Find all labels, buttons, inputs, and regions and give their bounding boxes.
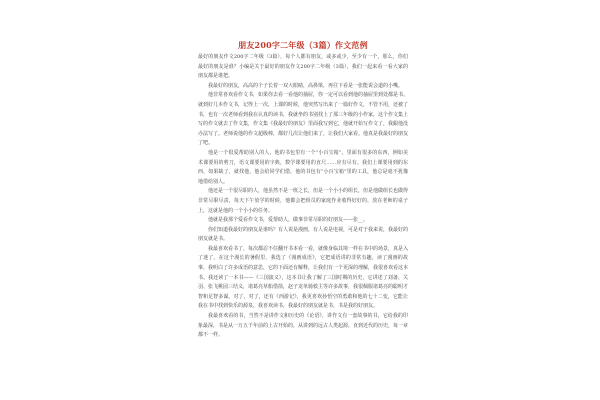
paragraph: 我最喜欢看书了，每次都忍不住翻开书本看一看，就像身临其境一样在书中的场景，真是入了迷了。在这个漫长的暑假里，我选了《漫画成语》，它把成语讲的非常有趣，读了漫画的故事，我明白了许多成语的意思，它的下面还有解释，让我们有一个更深的理解，我很喜欢看这本书。我还读了一本书——《三国演义》，这本书让我了解了三国时期的历史，它讲述了刘备、关羽、张飞桃园三结义，诸葛亮草船借箭，赵子龙单骑救主等许多故事，我很佩服诸葛亮的聪明才智和足智多谋。对了，对了，还有《西游记》，我更喜欢孙悟空的勇敢和他的七十二变，它能让我在书中找到快乐的源泉，我喜欢读书，我最好的朋友就是书，书是我的好朋友。 (198, 245, 409, 310)
paragraph: 他是一个很爱帮助别人的人，他的书包里有一个“小百宝箱”，里面有很多的东西，例如美术课要用的剪刀，语文课要用的字典，数学课要用的直尺……应有尽有。我们上课要用到的东西，如果缺了，就找他，他会给同学们借，他的书包有“小百宝箱”里的工具，他总是毫不犹豫地借给别人。 (198, 149, 408, 185)
paragraph-intro: 最好的朋友作文200字二年级（3篇），每个人都有朋友，或多或少，至少有一个，那么，你们最好的朋友是谁？小编是关于最好的朋友作文200字二年级（3篇），我们一起来看一看大家的朋友都是谁把。 (198, 54, 408, 80)
document (198, 38, 408, 341)
paragraph: 我最好的朋友，高高的个子长着一双大眼睛，高鼻梁，再往下看是一张能说会道的小嘴。 (208, 82, 404, 89)
paragraph: 你们知道我最好的朋友是谁吗？有人说是漫画，有人说是电视，可是对于我来说，我最好的朋友就是书。 (198, 226, 409, 243)
paragraph: 他非常喜欢看作文书，如果你去看一看他的抽屉，你一定可以看到他的抽屉里到处都是书。就到好几本作文书，记得上一次，上课的时候，他突然写出来了一篇好作文，不管不用，还被了书，也有一次老师看到我在认真的读书，我就坐的书别找上了那三年级的小作家，这个作文集上写的作文就去了作文集，作文集《我最好的朋友》里面我写到它，他就开始写作文了，我跟他没办法写了。老师说他的作文超级棒，都好几次让他们来了，让我们大家看。他真是我最好的朋友了吧。 (198, 92, 409, 147)
document-title: 朋友200字二年级（3篇）作文范例 (238, 40, 368, 50)
paragraph: 他就是我那个爱看作文书，爱帮助人，做事非常尽职的好朋友——张__。 (208, 217, 369, 224)
paragraph: 我最喜欢看的书，当然不是讲作文和历史的《论语》，讲作文有一套故事的书，它给我的印象最深，书是从一万五千年前的上古开始的，从讲到的远古人类起源，直到近代的历史，每一章都不一样。 (198, 313, 409, 339)
paragraph: 他还是一个很尽职的人，他虽然不是一班之长，但是一个小小的组长，但是他做组长也做得非常尽职尽责，每天下午放学的时候，他都会把组员的家庭作业收得好好的，放在老师的桌子上，这就是他的一个小小的任务。 (198, 188, 409, 214)
